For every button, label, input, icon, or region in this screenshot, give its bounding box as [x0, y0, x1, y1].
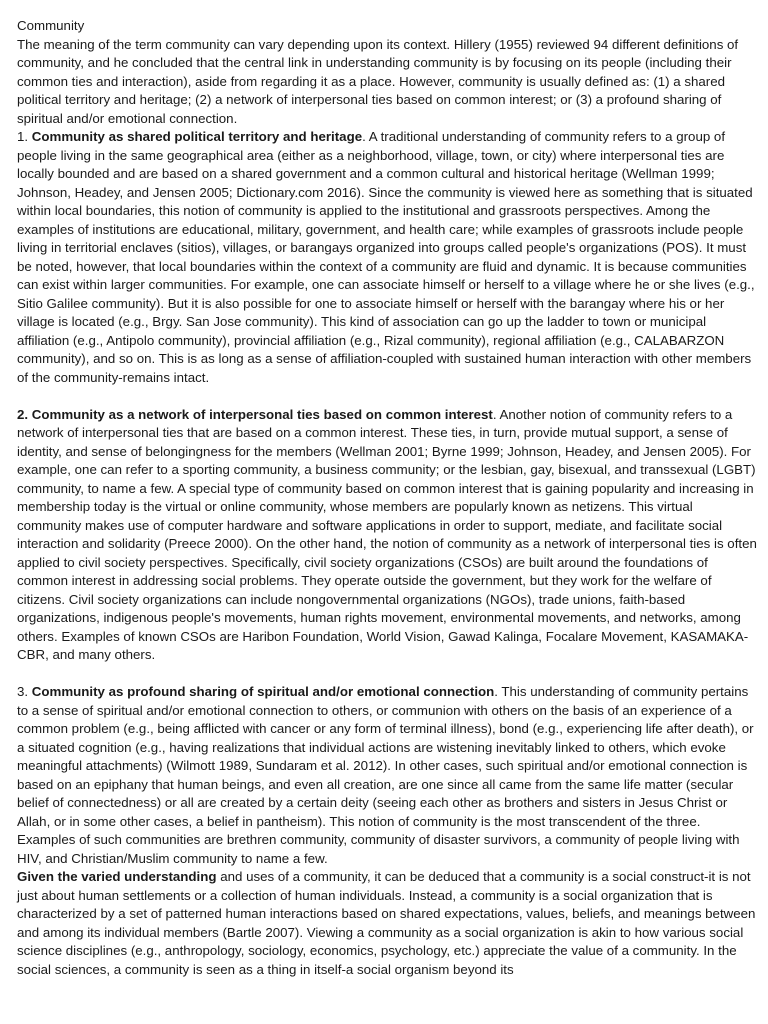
- section-3-heading: Community as profound sharing of spiritual and/or emotional connection: [31, 684, 495, 699]
- section-2-heading: 2. Community as a network of interpersonal ties based on common interest: [17, 406, 493, 422]
- conclusion-body: and uses of a community, it can be deduced that a community is a social construct-it is not just about human settlements or a collection of human individuals. Instead, a community is a social organization that is characterized by a set of patterned human interactions based on shared expectations, values, beliefs, and meanings between and among its individual members (Bartle 2007). Viewing a community as a social organization is akin to how various social science disciplines (e.g., anthropology, sociology, economics, psychology, etc.) appreciate the value of a community. In the social sciences, a community is seen as a thing in itself-a social organism beyond its: [17, 869, 756, 977]
- section-1-paragraph: [17, 128, 758, 387]
- document-title: Community: [17, 18, 85, 33]
- conclusion-lead: Given the varied understanding: [17, 869, 217, 884]
- section-3-paragraph: [17, 683, 758, 868]
- conclusion-paragraph: [17, 868, 758, 979]
- section-3-body: . This understanding of community pertains to a sense of spiritual and/or emotional connection to others, or communion with others on the basis of an experience of a common problem (e.g., being afflicted with cancer or any form of terminal illness), bond (e.g., experiencing life after death), or a situated cognition (e.g., having realizations that individual actions are wistening inevitably linked to others, which evoke meaningful attachments) (Wilmott 1989, Sundaram et al. 2012). In other cases, such spiritual and/or emotional connection is based on an epiphany that human beings, and even all creation, are one since all came from the same life matter (secular belief of connectedness) or all are created by a certain deity (seeing each other as brothers and sisters in Jesus Christ or Allah, or in some other cases, a belief in pantheism). This notion of community is the most transcendent of the three. Examples of such communities are brethren community, community of disaster survivors, a community of people living with HIV, and Christian/Muslim community to name a few.: [17, 684, 754, 866]
- section-2-body: . Another notion of community refers to a network of interpersonal ties that are based on a common interest. These ties, in turn, provide mutual support, a sense of identity, and sense of belongingness for the members (Wellman 2001; Byrne 1999; Johnson, Headey, and Jensen 2005). For example, one can refer to a sporting community, a business community; or the lesbian, gay, bisexual, and transsexual (LGBT) community, to name a few. A special type of community based on common interest that is gaining popularity and increasing in membership today is the virtual or online community, whose members are popularly known as netizens. This virtual community makes use of computer hardware and software applications in order to support, mediate, and facilitate social interaction and solidarity (Preece 2000). On the other hand, the notion of community as a network of interpersonal ties is often applied to civil society perspectives. Specifically, civil society organizations (CSOs) are built around the foundations of common interest in addressing social problems. They operate outside the government, but they work for the welfare of citizens. Civil society organizations can include nongovernmental organizations (NGOs), trade unions, faith-based organizations, indigenous people's movements, human rights movement, environmental movements, and networks, among others. Examples of known CSOs are Haribon Foundation, World Vision, Gawad Kalinga, Focalare Movement, KASAMAKA-CBR, and many others.: [17, 406, 757, 662]
- section-3-number: 3.: [17, 684, 32, 699]
- paragraph-spacer: [17, 665, 758, 684]
- section-2-paragraph: [17, 406, 758, 665]
- section-1-heading: Community as shared political territory and heritage: [31, 129, 363, 144]
- intro-paragraph: The meaning of the term community can vary depending upon its context. Hillery (1955) reviewed 94 different definitions of community, and he concluded that the central link in understanding community is by focusing on its people (including their common ties and interaction), aside from regarding it as a place. However, community is usually defined as: (1) a shared political territory and heritage; (2) a network of interpersonal ties based on common interest; or (3) a profound sharing of spiritual and/or emotional connection.: [17, 36, 739, 126]
- paragraph-spacer: [17, 387, 758, 406]
- section-1-body: . A traditional understanding of community refers to a group of people living in the same geographical area (either as a neighborhood, village, town, or city) where interpersonal ties are locally bounded and are based on a shared government and a common cultural and historical heritage (Wellman 1999; Johnson, Headey, and Jensen 2005; Dictionary.com 2016). Since the community is viewed here as something that is situated within local boundaries, this notion of community is applied to the institutional and grassroots perspectives. Among the examples of institutions are educational, military, government, and health care; while examples of grassroots include people living in territorial enclaves (sitios), villages, or barangays organized into groups called people's organizations (POS). It must be noted, however, that local boundaries within the context of a community are fluid and dynamic. It is because communities can exist within larger communities. For example, one can associate himself or herself to a village where he or she lives (e.g., Sitio Galilee community). But it is also possible for one to associate himself or herself with the barangay where his or her village is located (e.g., Brgy. San Jose community). This kind of association can go up the ladder to town or municipal affiliation (e.g., Antipolo community), provincial affiliation (e.g., Rizal community), regional affiliation (e.g., CALABARZON community), and so on. This is as long as a sense of affiliation-coupled with sustained human interaction with other members of the community-remains intact.: [17, 129, 755, 385]
- section-1-number: 1.: [17, 129, 32, 144]
